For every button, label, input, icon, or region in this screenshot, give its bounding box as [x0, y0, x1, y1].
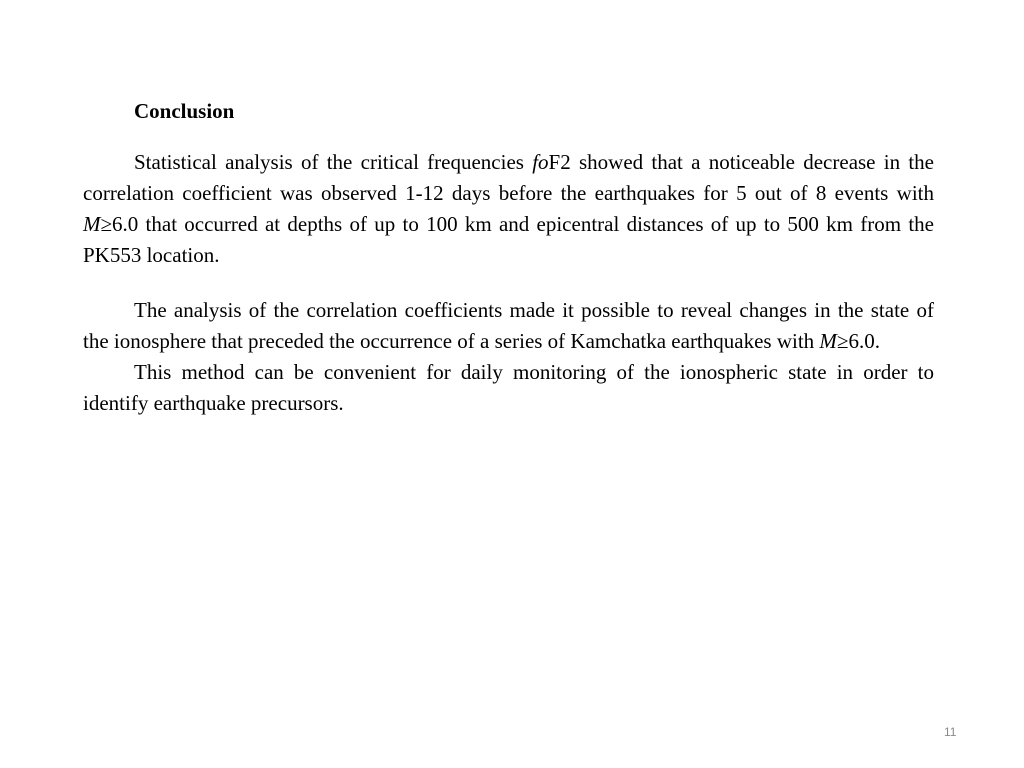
paragraph1-italic-m: M — [83, 212, 101, 236]
paragraph1-text-2: F2 showed that a noticeable decrease in the correlation coefficient was observed 1-12 days before the earthquakes for 5 out of 8 events with — [83, 150, 934, 205]
paragraph-statistical-analysis — [83, 147, 934, 271]
paragraph1-text-1: Statistical analysis of the critical frequencies — [134, 150, 533, 174]
page-number: 11 — [944, 725, 957, 739]
slide-content — [83, 96, 934, 419]
conclusion-heading: Conclusion — [134, 99, 235, 123]
paragraph2-text-2: ≥6.0. — [836, 329, 880, 353]
paragraph1-text-3: ≥6.0 that occurred at depths of up to 100 km and epicentral distances of up to 500 km from the PK553 location. — [83, 212, 934, 267]
paragraph1-italic-fo: fo — [532, 150, 549, 174]
paragraph2-text-1: The analysis of the correlation coefficients made it possible to reveal changes in the state of the ionosphere that preceded the occurrence of a series of Kamchatka earthquakes with — [83, 298, 934, 353]
paragraph-correlation-analysis — [83, 295, 934, 357]
paragraph2-italic-m: M — [819, 329, 837, 353]
paragraph-method-convenience: This method can be convenient for daily monitoring of the ionospheric state in order to identify earthquake precursors. — [83, 360, 934, 415]
